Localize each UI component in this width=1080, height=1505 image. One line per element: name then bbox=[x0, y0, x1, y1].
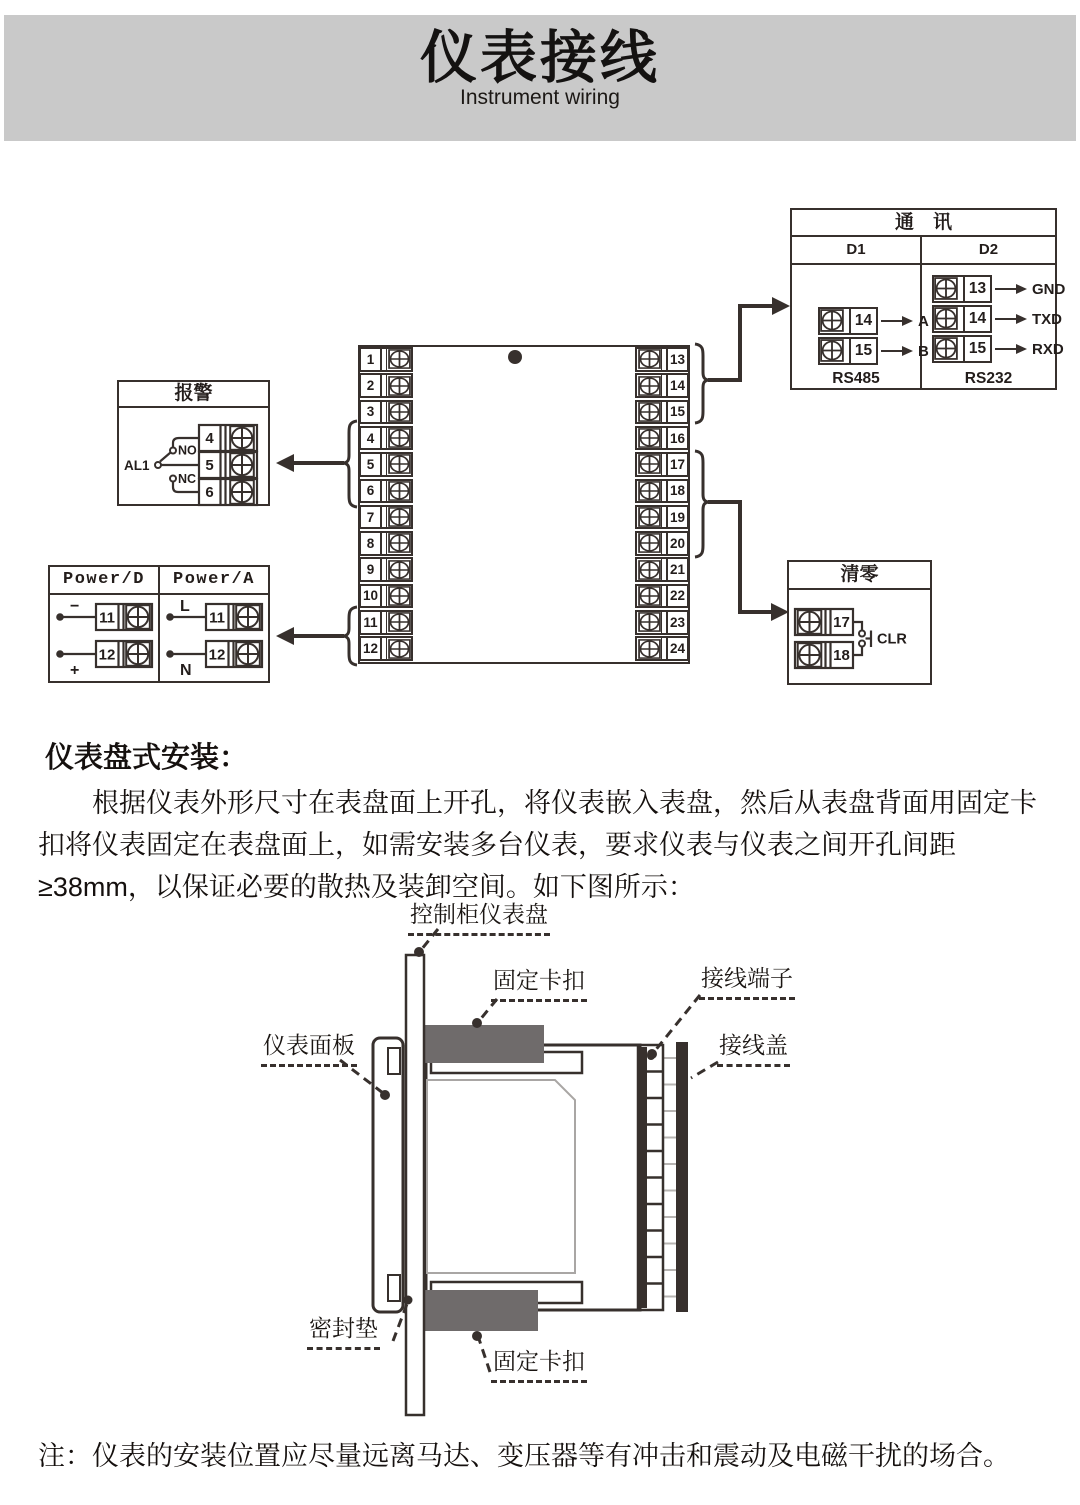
screw-terminal-icon bbox=[637, 454, 661, 475]
arrow-icon bbox=[1016, 344, 1027, 354]
terminal-row-right bbox=[635, 584, 689, 609]
terminal-number: 1 bbox=[361, 349, 382, 370]
wire-to-comm bbox=[708, 306, 774, 380]
arrowhead-power bbox=[276, 627, 294, 645]
wire-to-clear bbox=[708, 502, 773, 612]
common-contact-icon bbox=[155, 462, 161, 468]
front-panel-bezel bbox=[373, 1038, 403, 1312]
arrow-icon bbox=[902, 346, 913, 356]
arrow-icon bbox=[1016, 284, 1027, 294]
terminal-number: 5 bbox=[205, 457, 214, 474]
comm-box bbox=[790, 208, 1066, 390]
nc-label: NC bbox=[178, 472, 197, 486]
terminal-number: 15 bbox=[968, 340, 987, 357]
terminal-number: 18 bbox=[666, 481, 687, 502]
bezel-detail bbox=[388, 1275, 400, 1301]
comm-standard-label: RS232 bbox=[964, 370, 1013, 387]
power-box bbox=[48, 565, 270, 683]
screw-terminal-icon bbox=[637, 375, 661, 396]
screw-terminal-icon bbox=[230, 426, 254, 450]
terminal-number: 23 bbox=[666, 612, 687, 633]
screw-terminal-icon bbox=[126, 642, 150, 666]
terminal-number: 5 bbox=[361, 454, 382, 475]
arrowhead-comm bbox=[772, 297, 790, 315]
terminal-number: 22 bbox=[666, 586, 687, 607]
terminal-row-right bbox=[635, 636, 689, 661]
label-front-panel: 仪表面板 bbox=[261, 1027, 357, 1067]
wire-line bbox=[995, 288, 1016, 291]
screw-terminal-icon bbox=[637, 349, 661, 370]
terminal-number: 11 bbox=[209, 609, 225, 627]
terminal-number: 6 bbox=[361, 481, 382, 502]
clear-box-title: 清零 bbox=[789, 562, 930, 590]
screw-terminal-icon bbox=[637, 612, 661, 633]
installation-paragraph: 根据仪表外形尺寸在表盘面上开孔，将仪表嵌入表盘，然后从表盘背面用固定卡扣将仪表固定在表盘面上，如需安装多台仪表，要求仪表与仪表之间开孔间距≥38mm，以保证必要的散热及装卸空间。如下图所示： bbox=[38, 788, 1037, 903]
wire-line bbox=[995, 318, 1016, 321]
terminal-block bbox=[358, 345, 690, 664]
page-banner bbox=[4, 15, 1076, 141]
polarity-label: − bbox=[70, 598, 80, 615]
terminal-divider bbox=[844, 339, 851, 363]
terminal-number: 24 bbox=[666, 638, 687, 659]
label-seal-gasket: 密封垫 bbox=[307, 1310, 380, 1350]
terminal-row-right bbox=[635, 400, 689, 425]
wire-line bbox=[881, 350, 902, 353]
nc-contact-icon bbox=[170, 476, 176, 482]
terminal-number: 4 bbox=[361, 428, 382, 449]
installation-note: 注：仪表的安装位置应尽量远离马达、变压器等有冲击和震动及电磁干扰的场合。 bbox=[38, 1441, 1010, 1471]
signal-label: B bbox=[918, 342, 929, 360]
terminal-number: 17 bbox=[666, 454, 687, 475]
terminal-number: 18 bbox=[833, 647, 850, 664]
comm-terminal-row bbox=[818, 337, 929, 365]
alarm-box-title: 报警 bbox=[119, 382, 268, 408]
terminal-row-right bbox=[635, 479, 689, 504]
power-ac-circuit bbox=[160, 595, 268, 682]
screw-terminal-icon bbox=[820, 339, 844, 362]
terminal-number: 2 bbox=[361, 375, 382, 396]
terminal-row-right bbox=[635, 373, 689, 398]
fixing-clip-top bbox=[424, 1025, 544, 1063]
terminal-number: 15 bbox=[666, 402, 687, 423]
clr-label: CLR bbox=[877, 631, 907, 648]
alarm-circuit bbox=[119, 408, 267, 508]
screw-terminal-icon bbox=[934, 337, 958, 360]
comm-terminal-row bbox=[932, 335, 1064, 363]
terminal-divider bbox=[958, 277, 965, 301]
brace-left-4-6 bbox=[344, 421, 357, 507]
terminal-number: 14 bbox=[968, 310, 987, 327]
terminal-row-right bbox=[635, 426, 689, 451]
wire-line bbox=[995, 348, 1016, 351]
terminal-number: 11 bbox=[361, 612, 382, 633]
terminal-divider bbox=[958, 307, 965, 331]
clear-circuit bbox=[789, 590, 929, 684]
signal-label: GND bbox=[1032, 280, 1066, 298]
comm-terminal-row bbox=[932, 275, 1065, 303]
comm-d1-label: D1 bbox=[792, 237, 920, 265]
neutral-label: N bbox=[180, 662, 192, 679]
terminal-number: 10 bbox=[361, 586, 382, 607]
page-title: 仪表接线 bbox=[420, 26, 660, 90]
label-wiring-cover: 接线盖 bbox=[717, 1027, 790, 1067]
screw-terminal-icon bbox=[934, 277, 958, 300]
comm-d1-column bbox=[792, 237, 929, 389]
screw-terminal-icon bbox=[637, 507, 661, 528]
comm-terminal-row bbox=[932, 305, 1062, 333]
screw-terminal-icon bbox=[798, 610, 822, 634]
power-dc-title: Power/D bbox=[50, 567, 158, 595]
terminal-row-right bbox=[635, 610, 689, 635]
screw-terminal-icon bbox=[637, 481, 661, 502]
body-inner-panel bbox=[427, 1080, 575, 1273]
no-contact-icon bbox=[170, 448, 176, 454]
signal-label: RXD bbox=[1032, 340, 1064, 358]
terminal-row-right bbox=[635, 347, 689, 372]
screw-terminal-icon bbox=[637, 428, 661, 449]
bezel-detail bbox=[388, 1048, 400, 1074]
terminal-number: 21 bbox=[666, 559, 687, 580]
terminal-number: 20 bbox=[666, 533, 687, 554]
cabinet-panel-bar bbox=[406, 955, 424, 1415]
terminal-divider bbox=[844, 309, 851, 333]
brace-left-11-12 bbox=[344, 607, 357, 665]
terminal-strip-bar bbox=[640, 1047, 647, 1308]
terminal-number: 12 bbox=[98, 646, 116, 664]
terminal-column-right bbox=[360, 347, 688, 662]
wire-line bbox=[881, 320, 902, 323]
label-fixing-clip-bottom: 固定卡扣 bbox=[491, 1343, 587, 1383]
terminal-number: 8 bbox=[361, 533, 382, 554]
terminal-row-right bbox=[635, 505, 689, 530]
no-label: NO bbox=[178, 443, 197, 458]
power-dc-column bbox=[50, 567, 160, 681]
label-wiring-terminal: 接线端子 bbox=[699, 960, 795, 1000]
signal-label: A bbox=[918, 312, 929, 330]
button-contact-icon bbox=[859, 631, 865, 637]
brace-right-17-20 bbox=[695, 451, 708, 557]
clear-box bbox=[787, 560, 932, 685]
brace-right-13-15 bbox=[695, 344, 708, 423]
terminal-number: 13 bbox=[968, 280, 987, 297]
fixing-clip-bottom bbox=[424, 1290, 538, 1331]
terminal-number: 14 bbox=[666, 375, 687, 396]
comm-d2-label: D2 bbox=[922, 237, 1055, 265]
terminal-strip-rungs bbox=[647, 1072, 663, 1284]
terminal-number: 15 bbox=[854, 342, 873, 359]
screw-terminal-icon bbox=[637, 559, 661, 580]
alarm-box bbox=[117, 380, 270, 506]
power-ac-title: Power/A bbox=[160, 567, 268, 595]
screw-terminal-icon bbox=[230, 453, 254, 477]
terminal-number: 7 bbox=[361, 507, 382, 528]
screw-terminal-icon bbox=[820, 309, 844, 332]
wiring-cover-bar bbox=[676, 1042, 688, 1312]
terminal-number: 4 bbox=[205, 430, 214, 447]
terminal-row-right bbox=[635, 531, 689, 556]
screw-terminal-icon bbox=[236, 605, 260, 629]
arrowhead-alarm bbox=[276, 454, 294, 472]
comm-d2-column bbox=[922, 237, 1066, 389]
terminal-row-right bbox=[635, 557, 689, 582]
signal-label: TXD bbox=[1032, 310, 1062, 328]
terminal-number: 12 bbox=[208, 646, 226, 664]
terminal-number: 12 bbox=[361, 638, 382, 659]
terminal-number: 6 bbox=[205, 484, 214, 501]
terminal-number: 11 bbox=[99, 609, 115, 627]
terminal-number: 13 bbox=[666, 349, 687, 370]
screw-terminal-icon bbox=[637, 586, 661, 607]
arrow-icon bbox=[902, 316, 913, 326]
terminal-row-right bbox=[635, 452, 689, 477]
comm-standard-label: RS485 bbox=[832, 370, 880, 387]
power-ac-column bbox=[160, 567, 268, 681]
mounting-dot bbox=[508, 350, 522, 364]
terminal-number: 17 bbox=[833, 614, 850, 631]
screw-terminal-icon bbox=[798, 643, 822, 667]
power-dc-circuit bbox=[50, 595, 158, 682]
screw-terminal-icon bbox=[230, 480, 254, 504]
polarity-label: + bbox=[70, 662, 80, 679]
comm-box-title: 通 讯 bbox=[792, 210, 1055, 237]
terminal-divider bbox=[958, 337, 965, 361]
comm-terminal-row bbox=[818, 307, 929, 335]
label-fixing-clip-top: 固定卡扣 bbox=[491, 962, 587, 1002]
terminal-number: 14 bbox=[854, 312, 873, 329]
terminal-number: 16 bbox=[666, 428, 687, 449]
terminal-number: 3 bbox=[361, 402, 382, 423]
label-cabinet-panel: 控制柜仪表盘 bbox=[408, 896, 550, 936]
arrow-icon bbox=[1016, 314, 1027, 324]
page-subtitle: Instrument wiring bbox=[460, 85, 620, 109]
terminal-number: 19 bbox=[666, 507, 687, 528]
relay-label: AL1 bbox=[124, 458, 150, 473]
screw-terminal-icon bbox=[236, 642, 260, 666]
screw-terminal-icon bbox=[637, 533, 661, 554]
screw-terminal-icon bbox=[637, 402, 661, 423]
terminal-number: 9 bbox=[361, 559, 382, 580]
screw-terminal-icon bbox=[637, 638, 661, 659]
screw-terminal-icon bbox=[126, 605, 150, 629]
terminal-links bbox=[663, 1058, 676, 1297]
screw-terminal-icon bbox=[934, 307, 958, 330]
button-contact-icon bbox=[859, 641, 865, 647]
section-title: 仪表盘式安装： bbox=[45, 742, 249, 774]
line-label: L bbox=[180, 598, 190, 615]
